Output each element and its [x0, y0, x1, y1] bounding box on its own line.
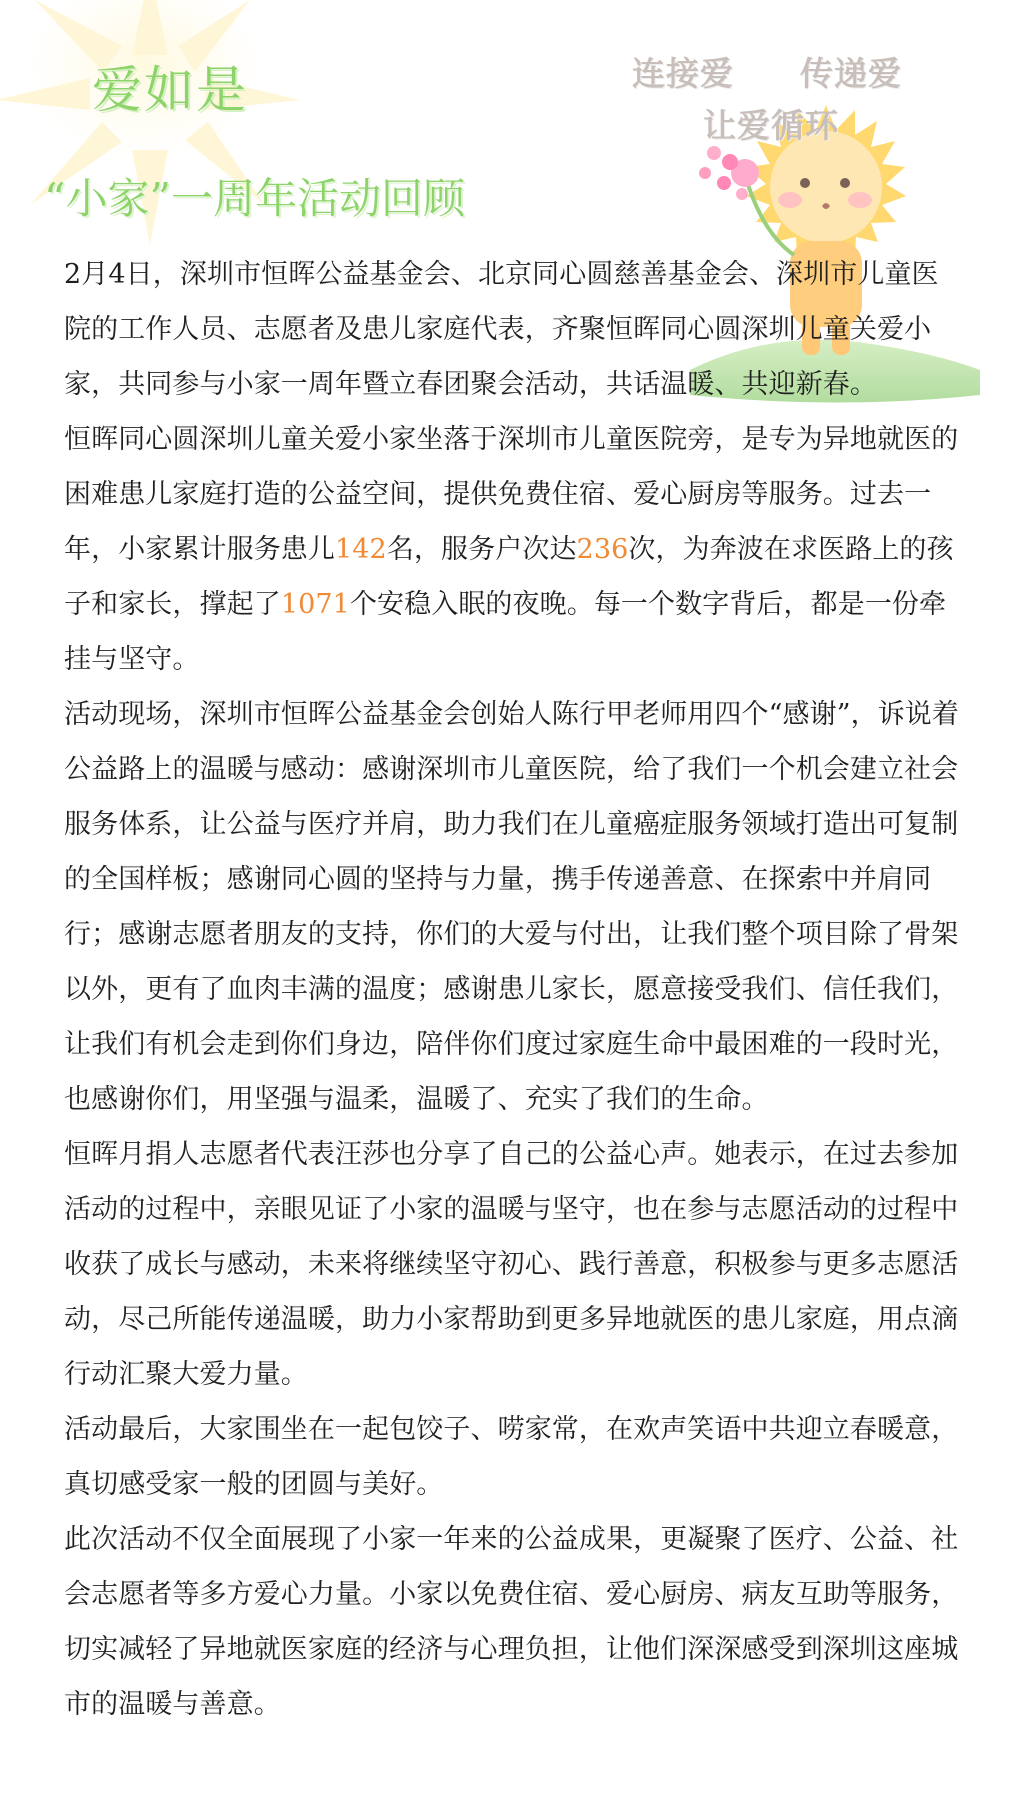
- stats-text-part-3: 次，为奔波在求医路上的孩子和家长，撑起了: [64, 534, 954, 620]
- stats-text-part-4: 个安稳入眠的夜晚。每一个数字背后，都是一份牵挂与坚守。: [64, 589, 947, 675]
- paragraph-dumpling-activity: 活动最后，大家围坐在一起包饺子、唠家常，在欢声笑语中共迎立春暖意，真切感受家一般的团圆与美好。: [64, 1414, 959, 1500]
- paragraph-volunteer-voice: 恒晖月捐人志愿者代表汪莎也分享了自己的公益心声。她表示，在过去参加活动的过程中，亲眼见证了小家的温暖与坚守，也在参与志愿活动的过程中收获了成长与感动，未来将继续坚守初心、践行善意，积极参与更多志愿活动，尽己所能传递温暖，助力小家帮助到更多异地就医的患儿家庭，用点滴行动汇聚大爱力量。: [64, 1139, 959, 1390]
- stats-text-part-2: 名，服务户次达: [386, 534, 577, 565]
- paragraph-service-stats: [64, 412, 964, 687]
- article-body: [64, 247, 964, 1732]
- children-served-count: 142: [335, 534, 387, 565]
- page-title: 爱如是: [92, 61, 248, 119]
- anniversary-subtitle: “小家”一周年活动回顾: [44, 174, 465, 223]
- paragraph-founder-thanks: 活动现场，深圳市恒晖公益基金会创始人陈行甲老师用四个“感谢”，诉说着公益路上的温暖与感动：感谢深圳市儿童医院，给了我们一个机会建立社会服务体系，让公益与医疗并肩，助力我们在儿童癌症服务领域打造出可复制的全国样板；感谢同心圆的坚持与力量，携手传递善意、在探索中并肩同行；感谢志愿者朋友的支持，你们的大爱与付出，让我们整个项目除了骨架以外，更有了血肉丰满的温度；感谢患儿家长，愿意接受我们、信任我们，让我们有机会走到你们身边，陪伴你们度过家庭生命中最困难的一段时光，也感谢你们，用坚强与温柔，温暖了、充实了我们的生命。: [64, 699, 960, 1115]
- paragraph-summary: 此次活动不仅全面展现了小家一年来的公益成果，更凝聚了医疗、公益、社会志愿者等多方爱心力量。小家以免费住宿、爱心厨房、病友互助等服务，切实减轻了异地就医家庭的经济与心理负担，让他们深深感受到深圳这座城市的温暖与善意。: [64, 1524, 959, 1720]
- household-service-count: 236: [576, 534, 629, 565]
- stats-text-part-1: 恒晖同心圆深圳儿童关爱小家坐落于深圳市儿童医院旁，是专为异地就医的困难患儿家庭打造的公益空间，提供免费住宿、爱心厨房等服务。过去一年，小家累计服务患儿: [64, 424, 959, 565]
- slogan-connect-love: 连接爱: [632, 54, 734, 93]
- night-stay-count: 1071: [280, 589, 350, 620]
- slogan-love-cycle: 让爱循环: [703, 106, 839, 145]
- paragraph-event-intro: 2月4日，深圳市恒晖公益基金会、北京同心圆慈善基金会、深圳市儿童医院的工作人员、志愿者及患儿家庭代表，齐聚恒晖同心圆深圳儿童关爱小家，共同参与小家一周年暨立春团聚会活动，共话温暖、共迎新春。: [64, 259, 939, 400]
- slogan-pass-love: 传递爱: [800, 54, 902, 93]
